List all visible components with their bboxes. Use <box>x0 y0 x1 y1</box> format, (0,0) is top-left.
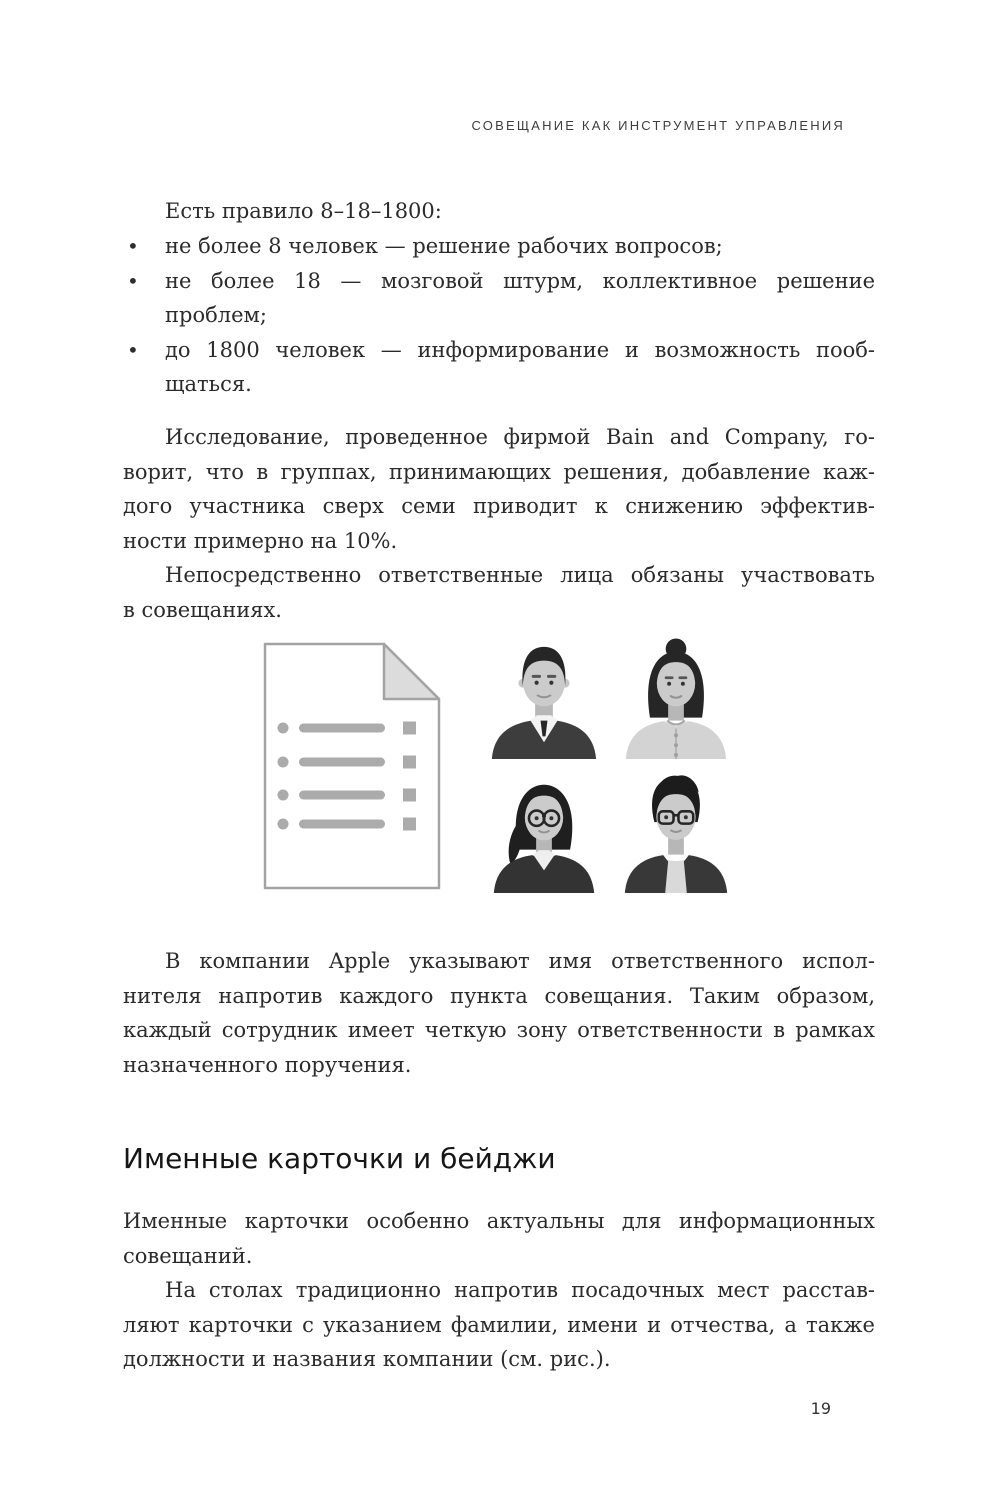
paragraph-responsible: Непосредственно ответственные лица обязаны участвовать в совещаниях. <box>123 563 875 622</box>
paragraph-bain-research: Исследование, проведенное фирмой Bain and Company, го- ворит, что в группах, принимающих решения, добавление каж- дого участника сверх семи приводит к снижению эффектив- ности примерно на 10%. <box>123 425 875 553</box>
paragraph-name-cards: Именные карточки особенно актуальны для информационных совещаний. <box>123 1209 875 1268</box>
running-header: СОВЕЩАНИЕ КАК ИНСТРУМЕНТ УПРАВЛЕНИЯ <box>471 118 845 133</box>
meeting-illustration <box>123 634 875 894</box>
avatar-woman-glasses-icon <box>485 768 603 894</box>
paragraph-tables: На столах традиционно напротив посадочных мест расстав- ляют карточки с указанием фамилии, имени и отчества, а также должности и названия компании (см. рис.). <box>123 1278 875 1372</box>
avatar-grid <box>485 634 735 894</box>
bullet-marker-icon: • <box>127 234 139 258</box>
bullet-item <box>123 333 875 402</box>
bullet-text: до 1800 человек — информирование и возможность пооб- щаться. <box>165 337 875 397</box>
page-number: 19 <box>810 1399 831 1418</box>
document-checklist-icon <box>263 642 441 894</box>
bullet-item <box>123 264 875 333</box>
avatar-woman-bun-icon <box>617 634 735 760</box>
bullet-marker-icon: • <box>127 268 139 293</box>
avatar-man-glasses-icon <box>617 768 735 894</box>
avatar-man-suit-icon <box>485 634 603 760</box>
bullet-text: не более 8 человек — решение рабочих вопросов; <box>165 234 723 258</box>
bullet-list <box>123 229 875 402</box>
bullet-marker-icon: • <box>127 337 139 362</box>
bullet-text: не более 18 — мозговой штурм, коллективное решение проблем; <box>165 268 875 328</box>
section-heading: Именные карточки и бейджи <box>123 1142 556 1175</box>
paragraph-apple: В компании Apple указывают имя ответственного испол- нителя напротив каждого пункта совещания. Таким образом, каждый сотрудник имеет четкую зону ответственности в рамках назначенного поручения. <box>123 949 875 1077</box>
bullet-item <box>123 229 875 264</box>
paragraph-intro: Есть правило 8–18–1800: <box>165 199 442 223</box>
